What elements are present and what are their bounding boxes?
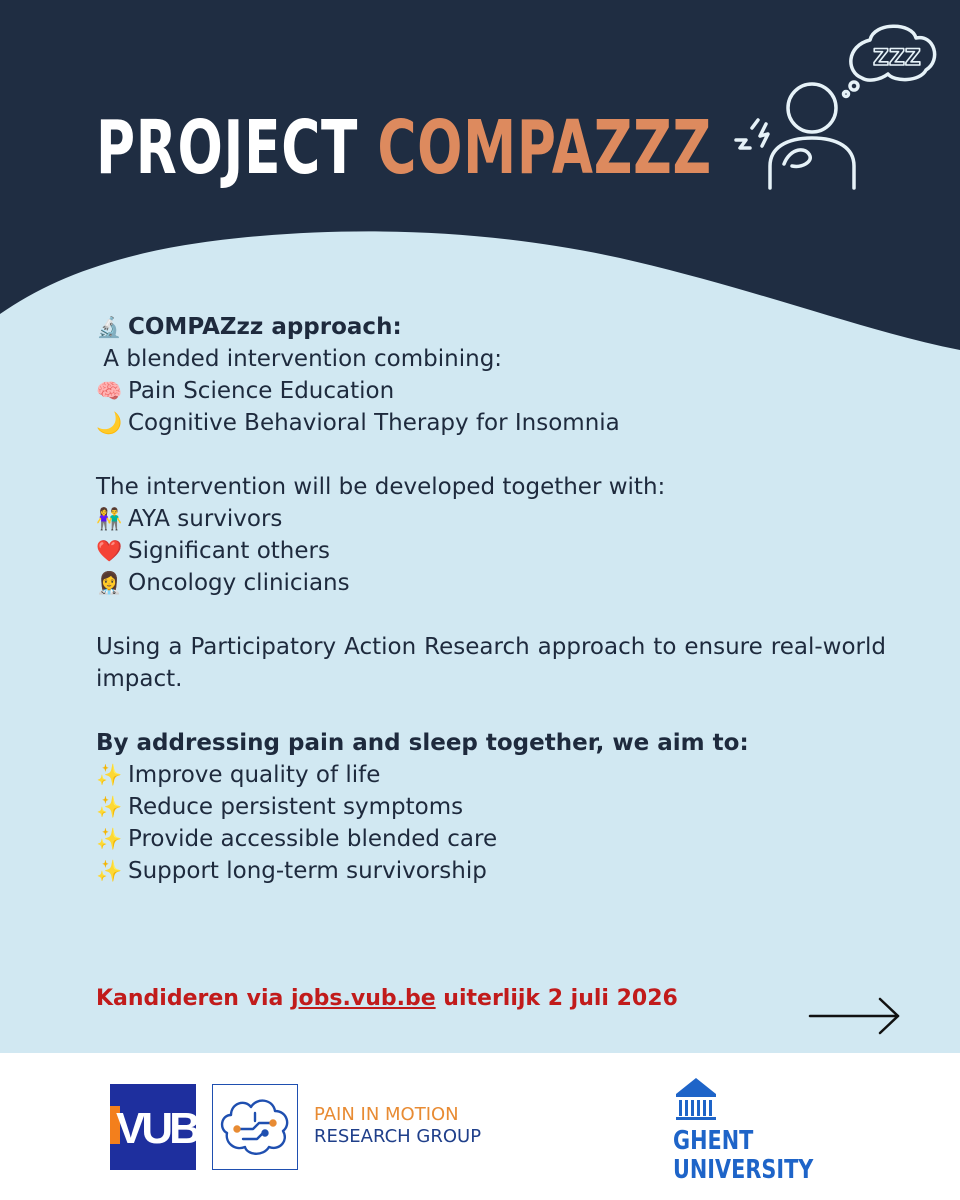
person-head-icon	[788, 84, 836, 132]
cta-prefix: Kandideren via	[96, 986, 291, 1011]
thought-dot-small-icon	[844, 92, 849, 97]
ghent-line-2: UNIVERSITY	[673, 1155, 814, 1185]
people-icon: 👫	[96, 507, 123, 531]
zzz-text: ZZZ	[873, 46, 921, 71]
title-word-compazzz: COMPAZZZ	[377, 105, 712, 191]
brain-icon: 🧠	[96, 379, 123, 403]
approach-intro: A blended intervention combining:	[96, 346, 503, 372]
spacer	[96, 439, 886, 471]
approach-item-cbt-insomnia: 🌙 Cognitive Behavioral Therapy for Insomnia	[96, 407, 886, 439]
sparkles-icon: ✨	[96, 795, 123, 819]
pain-spark-icon	[752, 120, 758, 128]
pain-zigzag-icon	[736, 140, 750, 148]
vub-logo	[110, 1084, 196, 1170]
building-icon	[676, 1078, 716, 1120]
arrow-right-icon[interactable]	[808, 996, 902, 1036]
spacer	[96, 599, 886, 631]
microscope-icon: 🔬	[96, 315, 122, 339]
approach-item-pain-science: 🧠 Pain Science Education	[96, 375, 886, 407]
title-word-project: PROJECT	[96, 105, 359, 191]
person-hand-icon	[784, 150, 810, 167]
development-item-clinicians: 👩‍⚕️ Oncology clinicians	[96, 567, 886, 599]
aims-item-symptoms: ✨ Reduce persistent symptoms	[96, 791, 886, 823]
development-item-significant-others: ❤️ Significant others	[96, 535, 886, 567]
pain-in-motion-wordmark	[314, 1104, 481, 1148]
page-title	[96, 96, 712, 200]
pim-line-1: PAIN IN MOTION	[314, 1104, 459, 1125]
ghent-university-wordmark	[673, 1127, 813, 1185]
sparkles-icon: ✨	[96, 859, 123, 883]
pain-bolt-icon	[760, 124, 768, 146]
vub-logo-text: VUB	[116, 1104, 197, 1153]
jobs-link[interactable]: jobs.vub.be	[291, 986, 436, 1011]
aims-heading: By addressing pain and sleep together, we aim to:	[96, 730, 749, 756]
crescent-moon-icon: 🌙	[96, 411, 123, 435]
development-item-aya: 👫 AYA survivors	[96, 503, 886, 535]
main-content	[96, 311, 886, 887]
thought-dot-icon	[850, 82, 858, 90]
development-intro: The intervention will be developed together with:	[96, 474, 666, 500]
spacer	[96, 695, 886, 727]
pim-line-2: RESEARCH GROUP	[314, 1126, 482, 1147]
approach-heading: 🔬 COMPAZzz approach:	[96, 311, 886, 343]
sparkles-icon: ✨	[96, 827, 123, 851]
cta-suffix: uiterlijk 2 juli 2026	[435, 986, 678, 1011]
pain-in-motion-logo	[212, 1084, 298, 1170]
sparkles-icon: ✨	[96, 763, 123, 787]
aims-item-survivorship: ✨ Support long-term survivorship	[96, 855, 886, 887]
health-worker-icon: 👩‍⚕️	[96, 571, 123, 595]
call-to-action	[96, 983, 678, 1015]
aims-item-quality-of-life: ✨ Improve quality of life	[96, 759, 886, 791]
brain-circuit-icon	[213, 1085, 297, 1169]
heart-icon: ❤️	[96, 539, 123, 563]
method-text: Using a Participatory Action Research approach to ensure real-world impact.	[96, 634, 886, 692]
ghent-line-1: GHENT	[673, 1126, 754, 1156]
aims-item-blended-care: ✨ Provide accessible blended care	[96, 823, 886, 855]
sleepless-person-illustration	[722, 16, 942, 196]
